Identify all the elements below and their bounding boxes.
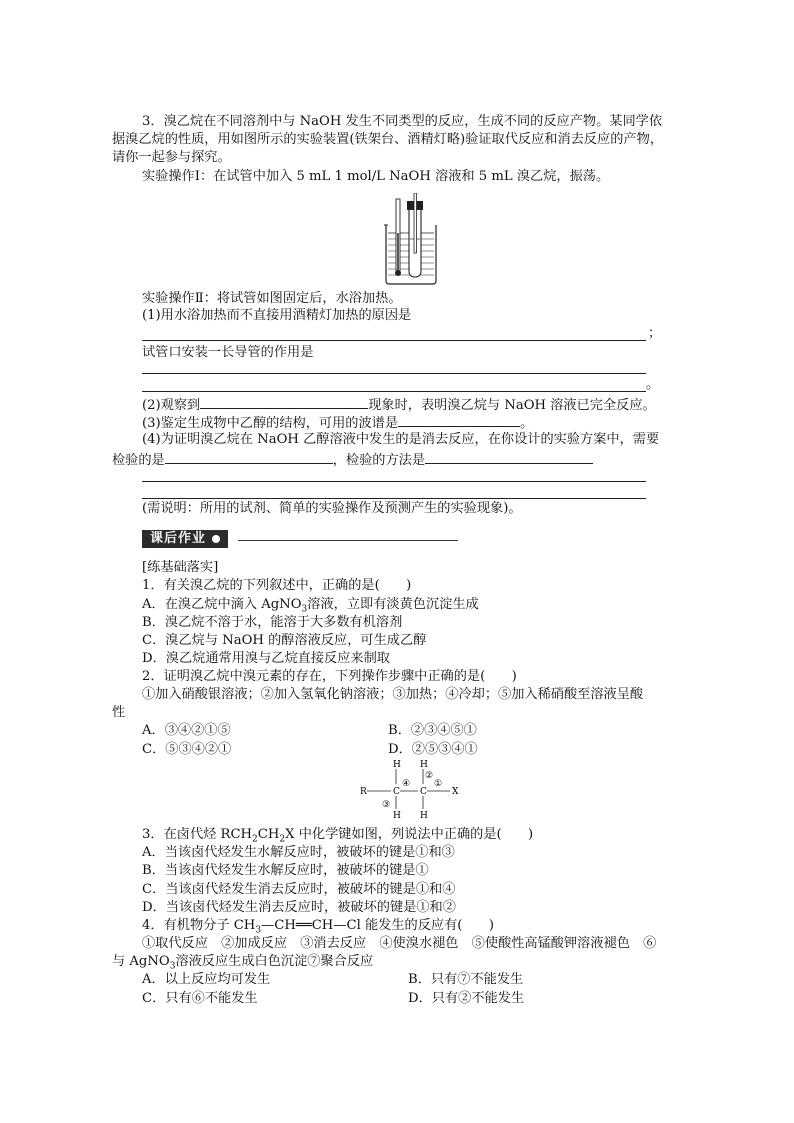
subscript: 2 — [252, 834, 258, 845]
hw4-list2-b: 溶液反应生成白色沉淀⑦聚合反应 — [175, 954, 374, 969]
hw2-option-c: C．⑤③④②① — [142, 742, 232, 757]
hw4-list-line1: ①取代反应 ②加成反应 ③消去反应 ④使溴水褪色 ⑤使酸性高锰酸钾溶液褪色 ⑥ — [142, 936, 657, 951]
answer-line-2[interactable] — [142, 373, 646, 374]
q3-operation-1: 实验操作Ⅰ：在试管中加入 5 mL 1 mol/L NaOH 溶液和 5 mL 溴乙烷，振荡。 — [142, 169, 610, 184]
hw1-option-d: D．溴乙烷通常用溴与乙烷直接反应来制取 — [142, 651, 390, 666]
q3-line2: 据溴乙烷的性质，用如图所示的实验装置(铁架台、酒精灯略)验证取代反应和消去反应的产物， — [112, 132, 663, 147]
hw4-option-d: D．只有②不能发生 — [408, 991, 525, 1006]
hw3-stem — [142, 826, 533, 844]
struct-c2: C — [420, 787, 427, 797]
section-title-homework — [142, 530, 228, 548]
bond-label-1: ① — [434, 779, 443, 789]
q3-operation-2: 实验操作Ⅱ：将试管如图固定后，水浴加热。 — [142, 291, 402, 306]
q3-part4-c: ，检验的方法是 — [332, 453, 426, 468]
q3-part3 — [142, 413, 533, 433]
q3-note: (需说明：所用的试剂、简单的实验操作及预测产生的实验现象)。 — [142, 501, 522, 516]
answer-blank-4b[interactable] — [425, 450, 593, 464]
hw4-option-c: C．只有⑥不能发生 — [142, 991, 258, 1006]
semicolon: ； — [648, 326, 662, 341]
struct-x: X — [452, 787, 459, 797]
hw3-option-b: B．当该卤代烃发生水解反应时，被破坏的键是① — [142, 863, 429, 878]
hw2-stem: 2．证明溴乙烷中溴元素的存在，下列操作步骤中正确的是( ) — [142, 669, 517, 684]
answer-blank-3[interactable] — [398, 413, 520, 427]
hw3-stem-a: 3．在卤代烃 RCH — [142, 827, 253, 842]
bond-label-2: ② — [425, 771, 434, 781]
hw1-option-a-end: 溶液，立即有淡黄色沉淀生成 — [307, 597, 479, 612]
hw3-option-c: C．当该卤代烃发生消去反应时，被破坏的键是①和④ — [142, 882, 456, 897]
q3-part1b: 试管口安装一长导管的作用是 — [142, 345, 314, 360]
struct-h-top-right: H — [420, 760, 428, 770]
struct-c1: C — [393, 787, 400, 797]
hw3-stem-b: CH — [257, 827, 280, 842]
q3-part2-b: 现象时，表明溴乙烷与 NaOH 溶液已完全反应。 — [368, 398, 656, 413]
hw1-stem: 1．有关溴乙烷的下列叙述中，正确的是( ) — [142, 578, 412, 593]
hw4-list2-a: 与 AgNO — [112, 954, 170, 969]
hw1-option-a — [142, 596, 479, 614]
hw4-stem-a: 4．有机物分子 CH — [142, 918, 256, 933]
hw1-option-c: C．溴乙烷与 NaOH 的醇溶液反应，可生成乙醇 — [142, 633, 427, 648]
q3-part4-b: 检验的是 — [112, 453, 165, 468]
subsection-title: [练基础落实] — [142, 560, 219, 575]
answer-blank-2[interactable] — [200, 395, 368, 409]
q3-line1: 3．溴乙烷在不同溶剂中与 NaOH 发生不同类型的反应，生成不同的反应产物。某同学依 — [142, 114, 663, 129]
hw3-stem-c: X 中化学键如图，列说法中正确的是( ) — [285, 827, 534, 842]
hw3-option-a: A．当该卤代烃发生水解反应时，被破坏的键是①和③ — [142, 845, 455, 860]
section-divider — [238, 540, 458, 541]
q3-part4-second-line — [112, 450, 593, 470]
hw2-option-a: A．③④②①⑤ — [142, 723, 231, 738]
hw3-option-d: D．当该卤代烃发生消去反应时，被破坏的键是①和② — [142, 900, 456, 915]
chemical-bond-structure-figure — [356, 758, 468, 820]
subscript: 3 — [301, 604, 308, 615]
hw2-option-d: D．②⑤③④① — [388, 742, 478, 757]
hw4-option-a: A．以上反应均可发生 — [142, 972, 271, 987]
hw4-stem — [142, 917, 494, 935]
q3-line3: 请你一起参与探究。 — [112, 150, 231, 165]
hw4-option-b: B．只有⑦不能发生 — [408, 972, 524, 987]
hw1-option-a-text: A．在溴乙烷中滴入 AgNO — [142, 597, 302, 612]
q3-part1: (1)用水浴加热而不直接用酒精灯加热的原因是 — [142, 308, 412, 323]
bullet-dot-icon — [212, 535, 220, 543]
q3-part2-a: (2)观察到 — [142, 398, 201, 413]
hw1-option-b: B．溴乙烷不溶于水，能溶于大多数有机溶剂 — [142, 615, 403, 630]
struct-h-bottom-right: H — [420, 811, 428, 820]
subscript: 3 — [255, 925, 262, 936]
struct-h-bottom-left: H — [393, 811, 401, 820]
water-bath-apparatus-figure — [382, 193, 442, 285]
struct-r: R — [360, 787, 367, 797]
period: 。 — [646, 377, 660, 392]
q3-part3-a: (3)鉴定生成物中乙醇的结构，可用的波谱是 — [142, 416, 399, 431]
hw2-steps-line1: ①加入硝酸银溶液；②加入氢氧化钠溶液；③加热；④冷却；⑤加入稀硝酸至溶液呈酸 — [142, 687, 644, 702]
section-title-text: 课后作业 — [150, 531, 207, 546]
bond-label-4: ④ — [402, 779, 411, 789]
q3-part3-b: 。 — [520, 416, 534, 431]
hw4-stem-b: —CH══CH—Cl 能发生的反应有( ) — [261, 918, 494, 933]
hw2-steps-line2: 性 — [112, 705, 126, 720]
answer-line-3[interactable] — [142, 391, 646, 392]
bond-label-3: ③ — [382, 800, 391, 810]
subscript: 2 — [279, 834, 286, 845]
struct-h-top-left: H — [393, 760, 401, 770]
hw2-option-b: B．②③④⑤① — [388, 723, 477, 738]
answer-line-1[interactable] — [142, 340, 646, 341]
answer-line-4[interactable] — [142, 481, 646, 482]
q3-part4: (4)为证明溴乙烷在 NaOH 乙醇溶液中发生的是消去反应，在你设计的实验方案中，需要 — [142, 432, 660, 447]
subscript: 3 — [169, 961, 176, 972]
answer-blank-4a[interactable] — [165, 450, 333, 464]
answer-line-5[interactable] — [142, 498, 646, 499]
q3-part2 — [142, 395, 656, 415]
hw4-list-line2 — [112, 953, 373, 971]
